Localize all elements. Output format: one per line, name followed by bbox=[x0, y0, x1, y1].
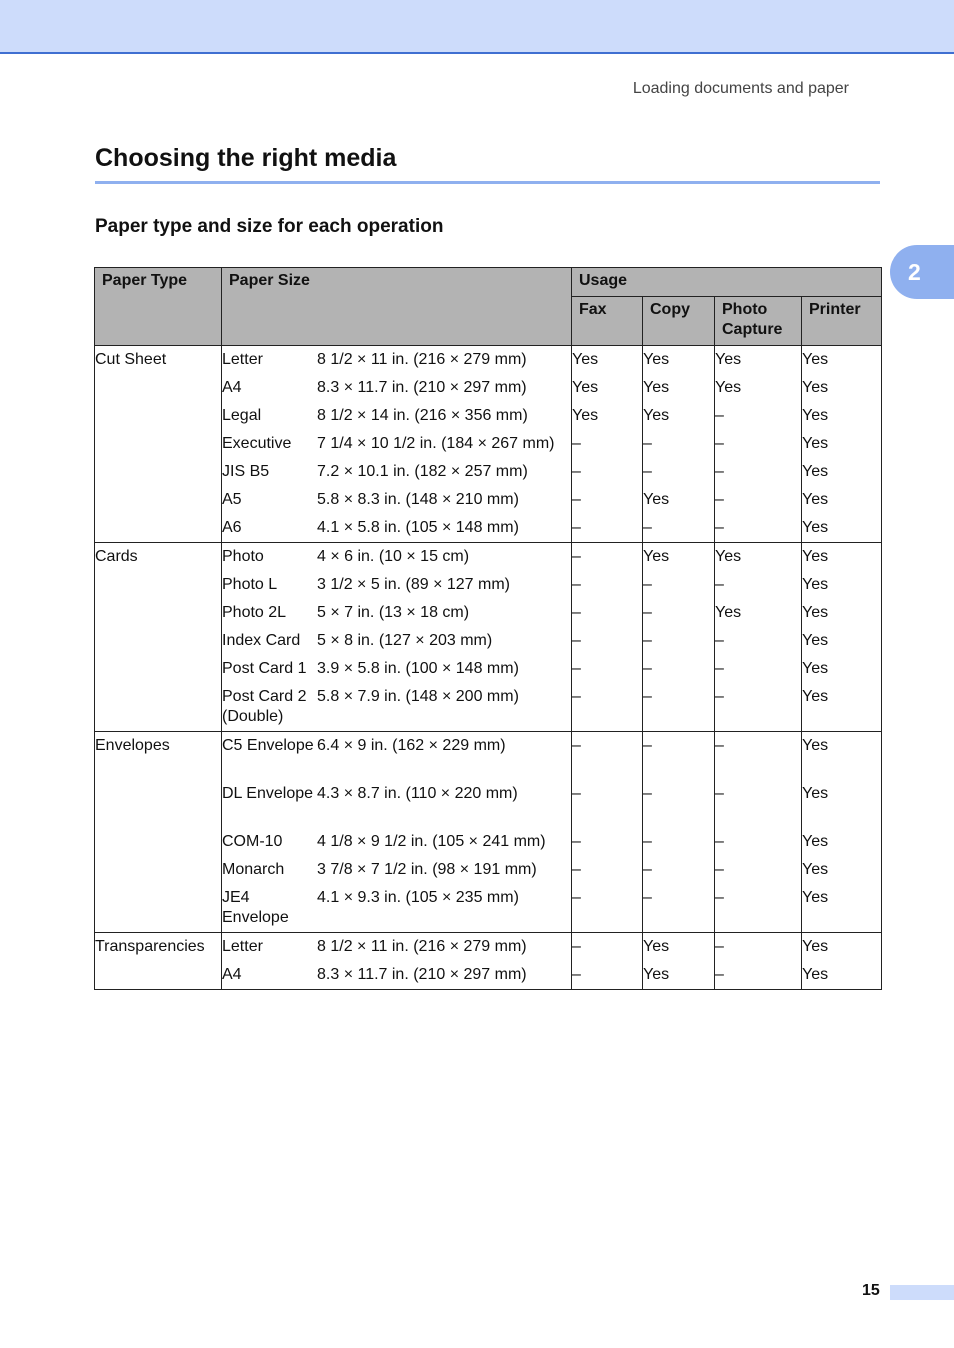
fax-value: – bbox=[572, 632, 581, 649]
header-copy: Copy bbox=[643, 297, 715, 346]
section-subtitle: Paper type and size for each operation bbox=[95, 216, 444, 237]
table-row bbox=[95, 732, 882, 933]
fax-value: Yes bbox=[572, 407, 599, 424]
copy-value: – bbox=[643, 785, 652, 802]
photo-capture-cell bbox=[715, 346, 802, 543]
paper-type-cell bbox=[95, 346, 222, 543]
printer-cell bbox=[802, 346, 882, 543]
printer-value: Yes bbox=[802, 660, 829, 677]
size-name: Photo bbox=[222, 548, 264, 565]
header-fax: Fax bbox=[572, 297, 643, 346]
fax-value: – bbox=[572, 604, 581, 621]
size-name: Monarch bbox=[222, 861, 285, 878]
fax-value: – bbox=[572, 660, 581, 677]
paper-size-cell bbox=[222, 346, 572, 543]
top-header-band bbox=[0, 0, 954, 54]
copy-value: – bbox=[643, 632, 652, 649]
fax-value: – bbox=[572, 548, 581, 565]
fax-value: Yes bbox=[572, 379, 599, 396]
page-title: Choosing the right media bbox=[95, 144, 397, 172]
size-name: JIS B5 bbox=[222, 463, 270, 480]
photo-capture-value: – bbox=[715, 463, 724, 480]
size-entry bbox=[222, 961, 571, 989]
size-dimensions: 5 × 8 in. (127 × 203 mm) bbox=[317, 632, 493, 649]
header-photo-capture: Photo Capture bbox=[715, 297, 802, 346]
copy-value: – bbox=[643, 604, 652, 621]
printer-value: Yes bbox=[802, 351, 829, 368]
printer-value: Yes bbox=[802, 491, 829, 508]
printer-value: Yes bbox=[802, 785, 829, 802]
photo-capture-value: Yes bbox=[715, 351, 742, 368]
size-dimensions: 4 × 6 in. (10 × 15 cm) bbox=[317, 548, 470, 565]
page-number-bar bbox=[890, 1285, 954, 1300]
size-entry bbox=[222, 430, 571, 458]
size-entry bbox=[222, 514, 571, 542]
size-name: Letter bbox=[222, 351, 263, 368]
size-name: Post Card 1 bbox=[222, 660, 307, 677]
size-entry bbox=[222, 374, 571, 402]
size-entry bbox=[222, 828, 571, 856]
size-entry bbox=[222, 780, 571, 828]
copy-value: Yes bbox=[643, 966, 670, 983]
paper-type-cell bbox=[95, 933, 222, 990]
size-dimensions: 6.4 × 9 in. (162 × 229 mm) bbox=[317, 737, 506, 754]
size-entry bbox=[222, 402, 571, 430]
copy-value: Yes bbox=[643, 379, 670, 396]
printer-value: Yes bbox=[802, 407, 829, 424]
copy-value: – bbox=[643, 688, 652, 705]
copy-value: – bbox=[643, 576, 652, 593]
paper-type-cell bbox=[95, 543, 222, 732]
fax-value: – bbox=[572, 463, 581, 480]
printer-value: Yes bbox=[802, 632, 829, 649]
size-name: DL Envelope bbox=[222, 785, 314, 802]
table-row bbox=[95, 543, 882, 732]
photo-capture-cell bbox=[715, 543, 802, 732]
size-entry bbox=[222, 732, 571, 780]
printer-value: Yes bbox=[802, 379, 829, 396]
fax-value: – bbox=[572, 576, 581, 593]
paper-size-cell bbox=[222, 543, 572, 732]
photo-capture-value: – bbox=[715, 785, 724, 802]
fax-value: Yes bbox=[572, 351, 599, 368]
size-dimensions: 8.3 × 11.7 in. (210 × 297 mm) bbox=[317, 379, 527, 396]
fax-value: – bbox=[572, 833, 581, 850]
printer-value: Yes bbox=[802, 548, 829, 565]
fax-value: – bbox=[572, 519, 581, 536]
photo-capture-value: – bbox=[715, 491, 724, 508]
printer-cell bbox=[802, 732, 882, 933]
title-underline bbox=[95, 181, 880, 184]
size-entry bbox=[222, 346, 571, 374]
photo-capture-value: – bbox=[715, 889, 724, 906]
printer-value: Yes bbox=[802, 604, 829, 621]
copy-cell bbox=[643, 346, 715, 543]
size-dimensions: 8 1/2 × 11 in. (216 × 279 mm) bbox=[317, 938, 527, 955]
printer-value: Yes bbox=[802, 889, 829, 906]
fax-value: – bbox=[572, 785, 581, 802]
copy-value: – bbox=[643, 463, 652, 480]
size-dimensions: 8 1/2 × 14 in. (216 × 356 mm) bbox=[317, 407, 528, 424]
fax-value: – bbox=[572, 491, 581, 508]
size-name: A4 bbox=[222, 379, 242, 396]
copy-value: Yes bbox=[643, 351, 670, 368]
printer-value: Yes bbox=[802, 576, 829, 593]
size-dimensions: 4.1 × 9.3 in. (105 × 235 mm) bbox=[317, 889, 519, 906]
copy-value: Yes bbox=[643, 938, 670, 955]
paper-type-label: Envelopes bbox=[95, 737, 170, 754]
paper-type-label: Transparencies bbox=[95, 938, 205, 955]
size-entry bbox=[222, 933, 571, 961]
size-dimensions: 5.8 × 7.9 in. (148 × 200 mm) bbox=[317, 688, 519, 705]
copy-cell bbox=[643, 732, 715, 933]
printer-value: Yes bbox=[802, 966, 829, 983]
printer-value: Yes bbox=[802, 688, 829, 705]
photo-capture-value: – bbox=[715, 688, 724, 705]
size-dimensions: 3 1/2 × 5 in. (89 × 127 mm) bbox=[317, 576, 510, 593]
copy-value: Yes bbox=[643, 407, 670, 424]
photo-capture-value: – bbox=[715, 576, 724, 593]
fax-cell bbox=[572, 732, 643, 933]
fax-value: – bbox=[572, 435, 581, 452]
size-entry bbox=[222, 856, 571, 884]
copy-value: – bbox=[643, 889, 652, 906]
media-table bbox=[94, 267, 882, 990]
printer-value: Yes bbox=[802, 833, 829, 850]
fax-cell bbox=[572, 346, 643, 543]
fax-value: – bbox=[572, 938, 581, 955]
printer-value: Yes bbox=[802, 463, 829, 480]
copy-value: Yes bbox=[643, 491, 670, 508]
copy-cell bbox=[643, 543, 715, 732]
fax-cell bbox=[572, 543, 643, 732]
size-dimensions: 4.1 × 5.8 in. (105 × 148 mm) bbox=[317, 519, 519, 536]
size-name: A4 bbox=[222, 966, 242, 983]
size-dimensions: 3.9 × 5.8 in. (100 × 148 mm) bbox=[317, 660, 519, 677]
size-entry bbox=[222, 683, 571, 731]
size-dimensions: 5 × 7 in. (13 × 18 cm) bbox=[317, 604, 470, 621]
photo-capture-value: – bbox=[715, 660, 724, 677]
photo-capture-value: – bbox=[715, 435, 724, 452]
photo-capture-value: – bbox=[715, 833, 724, 850]
size-dimensions: 8.3 × 11.7 in. (210 × 297 mm) bbox=[317, 966, 527, 983]
printer-cell bbox=[802, 543, 882, 732]
page-number: 15 bbox=[862, 1282, 880, 1299]
printer-cell bbox=[802, 933, 882, 990]
fax-value: – bbox=[572, 966, 581, 983]
photo-capture-value: Yes bbox=[715, 379, 742, 396]
header-paper-size: Paper Size bbox=[222, 268, 572, 346]
fax-value: – bbox=[572, 861, 581, 878]
size-dimensions: 4 1/8 × 9 1/2 in. (105 × 241 mm) bbox=[317, 833, 546, 850]
size-name: Photo 2L bbox=[222, 604, 287, 621]
copy-value: – bbox=[643, 660, 652, 677]
size-entry bbox=[222, 458, 571, 486]
printer-value: Yes bbox=[802, 737, 829, 754]
size-dimensions: 7 1/4 × 10 1/2 in. (184 × 267 mm) bbox=[317, 435, 555, 452]
size-dimensions: 3 7/8 × 7 1/2 in. (98 × 191 mm) bbox=[317, 861, 537, 878]
fax-value: – bbox=[572, 688, 581, 705]
copy-value: – bbox=[643, 737, 652, 754]
photo-capture-value: – bbox=[715, 632, 724, 649]
size-name: JE4 Envelope bbox=[222, 889, 289, 926]
fax-value: – bbox=[572, 737, 581, 754]
printer-value: Yes bbox=[802, 435, 829, 452]
size-name: A6 bbox=[222, 519, 242, 536]
size-dimensions: 4.3 × 8.7 in. (110 × 220 mm) bbox=[317, 785, 518, 802]
header-printer: Printer bbox=[802, 297, 882, 346]
photo-capture-value: – bbox=[715, 407, 724, 424]
fax-value: – bbox=[572, 889, 581, 906]
paper-type-cell bbox=[95, 732, 222, 933]
photo-capture-value: – bbox=[715, 938, 724, 955]
size-name: C5 Envelope bbox=[222, 737, 314, 754]
size-entry bbox=[222, 599, 571, 627]
fax-cell bbox=[572, 933, 643, 990]
printer-value: Yes bbox=[802, 519, 829, 536]
photo-capture-value: Yes bbox=[715, 604, 742, 621]
table-row bbox=[95, 346, 882, 543]
paper-type-label: Cards bbox=[95, 548, 138, 565]
copy-value: – bbox=[643, 833, 652, 850]
table-row bbox=[95, 933, 882, 990]
size-name: Post Card 2 (Double) bbox=[222, 688, 307, 725]
size-name: A5 bbox=[222, 491, 242, 508]
copy-value: – bbox=[643, 861, 652, 878]
size-entry bbox=[222, 627, 571, 655]
copy-value: – bbox=[643, 519, 652, 536]
photo-capture-cell bbox=[715, 732, 802, 933]
paper-type-label: Cut Sheet bbox=[95, 351, 167, 368]
size-entry bbox=[222, 655, 571, 683]
copy-cell bbox=[643, 933, 715, 990]
size-dimensions: 5.8 × 8.3 in. (148 × 210 mm) bbox=[317, 491, 519, 508]
chapter-tab: 2 bbox=[890, 245, 954, 299]
photo-capture-value: – bbox=[715, 737, 724, 754]
paper-size-cell bbox=[222, 933, 572, 990]
photo-capture-value: – bbox=[715, 966, 724, 983]
printer-value: Yes bbox=[802, 938, 829, 955]
size-name: Index Card bbox=[222, 632, 301, 649]
photo-capture-value: – bbox=[715, 861, 724, 878]
size-name: COM-10 bbox=[222, 833, 283, 850]
size-entry bbox=[222, 543, 571, 571]
size-name: Photo L bbox=[222, 576, 278, 593]
photo-capture-cell bbox=[715, 933, 802, 990]
photo-capture-value: Yes bbox=[715, 548, 742, 565]
size-name: Letter bbox=[222, 938, 263, 955]
size-name: Legal bbox=[222, 407, 262, 424]
printer-value: Yes bbox=[802, 861, 829, 878]
size-entry bbox=[222, 486, 571, 514]
size-dimensions: 7.2 × 10.1 in. (182 × 257 mm) bbox=[317, 463, 528, 480]
size-dimensions: 8 1/2 × 11 in. (216 × 279 mm) bbox=[317, 351, 527, 368]
size-entry bbox=[222, 884, 571, 932]
size-entry bbox=[222, 571, 571, 599]
paper-size-cell bbox=[222, 732, 572, 933]
header-paper-type: Paper Type bbox=[95, 268, 222, 346]
photo-capture-value: – bbox=[715, 519, 724, 536]
table-body bbox=[95, 346, 882, 990]
copy-value: – bbox=[643, 435, 652, 452]
header-usage: Usage bbox=[572, 268, 882, 297]
size-name: Executive bbox=[222, 435, 292, 452]
copy-value: Yes bbox=[643, 548, 670, 565]
running-head: Loading documents and paper bbox=[632, 80, 849, 97]
